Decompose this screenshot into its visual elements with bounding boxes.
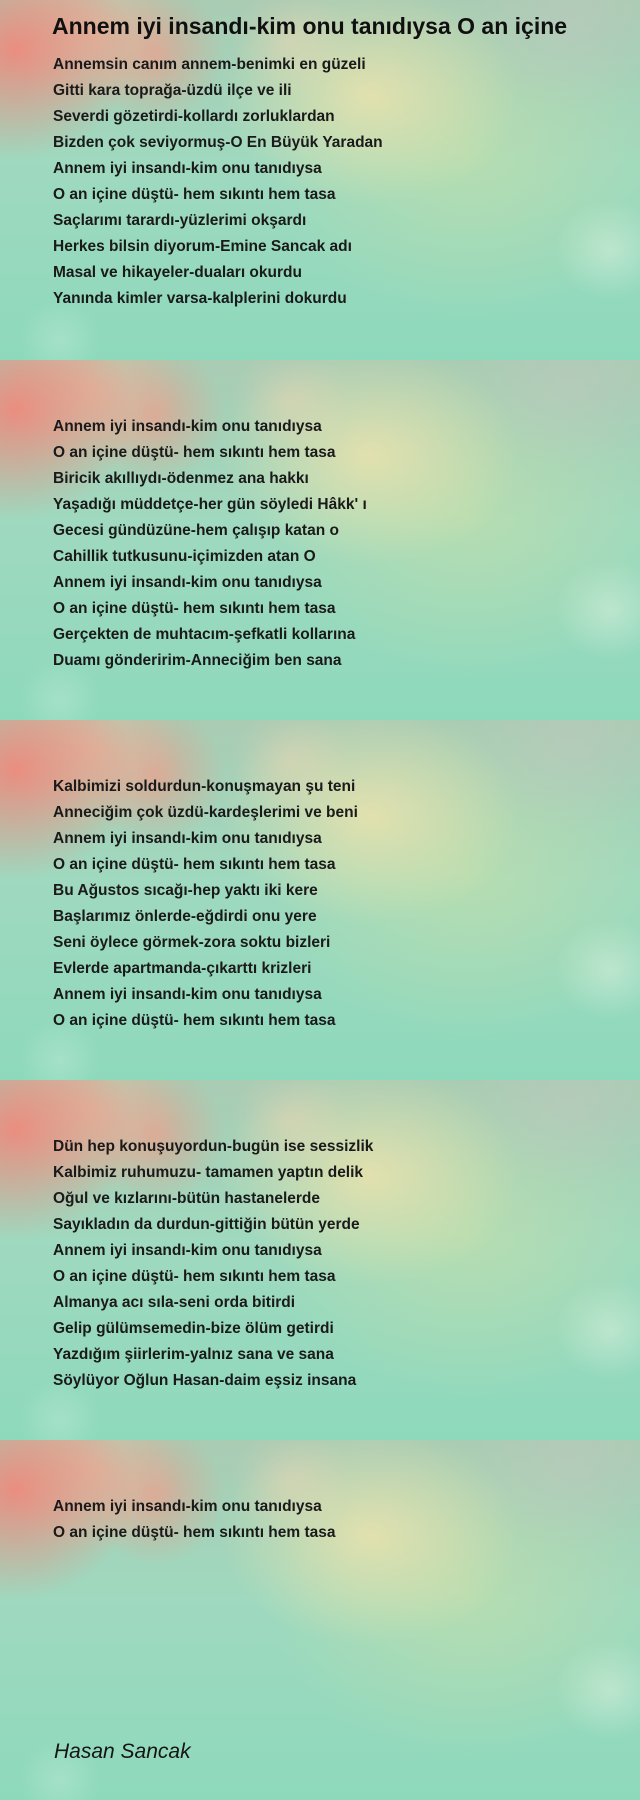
poem-line: Saçlarımı tarardı-yüzlerimi okşardı <box>53 212 307 229</box>
poem-line: Yazdığım şiirlerim-yalnız sana ve sana <box>53 1346 334 1363</box>
stanza-2 <box>53 414 367 674</box>
poem-line: Herkes bilsin diyorum-Emine Sancak adı <box>53 238 352 255</box>
poem-line: Bizden çok seviyormuş-O En Büyük Yaradan <box>53 134 383 151</box>
poem-line: Anneciğim çok üzdü-kardeşlerimi ve beni <box>53 804 358 821</box>
poem-line: Annem iyi insandı-kim onu tanıdıysa <box>53 830 322 847</box>
author-signature: Hasan Sancak <box>54 1740 191 1763</box>
stanza-5 <box>53 1494 336 1546</box>
poem-line: O an içine düştü- hem sıkıntı hem tasa <box>53 1268 336 1285</box>
poem-title: Annem iyi insandı-kim onu tanıdıysa O an içine <box>52 13 568 39</box>
stanza-3 <box>53 774 358 1034</box>
poem-line: Annem iyi insandı-kim onu tanıdıysa <box>53 986 322 1003</box>
poem-line: Gerçekten de muhtacım-şefkatli kollarına <box>53 626 356 643</box>
poem-line: Gitti kara toprağa-üzdü ilçe ve ili <box>53 82 292 99</box>
poem-line: O an içine düştü- hem sıkıntı hem tasa <box>53 444 336 461</box>
poem-line: Bu Ağustos sıcağı-hep yaktı iki kere <box>53 882 318 899</box>
poem-line: Yaşadığı müddetçe-her gün söyledi Hâkk' ı <box>53 496 367 513</box>
poem-panel-3 <box>0 720 640 1080</box>
poem-line: Sayıkladın da durdun-gittiğin bütün yerde <box>53 1216 360 1233</box>
poem-line: Gelip gülümsemedin-bize ölüm getirdi <box>53 1320 334 1337</box>
poem-line: Annem iyi insandı-kim onu tanıdıysa <box>53 1498 322 1515</box>
poem-line: Evlerde apartmanda-çıkarttı krizleri <box>53 960 312 977</box>
poem-line: O an içine düştü- hem sıkıntı hem tasa <box>53 1012 336 1029</box>
poem-line: Kalbimiz ruhumuzu- tamamen yaptın delik <box>53 1164 364 1181</box>
poem-line: Annem iyi insandı-kim onu tanıdıysa <box>53 160 322 177</box>
poem-line: Seni öylece görmek-zora soktu bizleri <box>53 934 331 951</box>
poem-line: Masal ve hikayeler-duaları okurdu <box>53 264 302 281</box>
poem-panel-4 <box>0 1080 640 1440</box>
stanza-4 <box>53 1134 373 1394</box>
poem-line: O an içine düştü- hem sıkıntı hem tasa <box>53 1524 336 1541</box>
poem-line: Annemsin canım annem-benimki en güzeli <box>53 56 366 73</box>
poem-line: Cahillik tutkusunu-içimizden atan O <box>53 548 316 565</box>
poem-line: Söylüyor Oğlun Hasan-daim eşsiz insana <box>53 1372 357 1389</box>
poem-line: Dün hep konuşuyordun-bugün ise sessizlik <box>53 1138 374 1155</box>
poem-line: Biricik akıllıydı-ödenmez ana hakkı <box>53 470 309 487</box>
poem-line: Oğul ve kızlarını-bütün hastanelerde <box>53 1190 320 1207</box>
poem-panel-2 <box>0 360 640 720</box>
poem-panel-1 <box>0 0 640 360</box>
poem-line: Yanında kimler varsa-kalplerini dokurdu <box>53 290 347 307</box>
poem-line: Duamı gönderirim-Anneciğim ben sana <box>53 652 342 669</box>
poem-line: Severdi gözetirdi-kollardı zorluklardan <box>53 108 335 125</box>
poem-line: Gecesi gündüzüne-hem çalışıp katan o <box>53 522 339 539</box>
poem-line: Başlarımız önlerde-eğdirdi onu yere <box>53 908 317 925</box>
poem-line: Annem iyi insandı-kim onu tanıdıysa <box>53 574 322 591</box>
poem-line: Annem iyi insandı-kim onu tanıdıysa <box>53 1242 322 1259</box>
poem-line: Almanya acı sıla-seni orda bitirdi <box>53 1294 296 1311</box>
poem-line: O an içine düştü- hem sıkıntı hem tasa <box>53 856 336 873</box>
poem-panel-5 <box>0 1440 640 1800</box>
poem-line: O an içine düştü- hem sıkıntı hem tasa <box>53 600 336 617</box>
poem-line: O an içine düştü- hem sıkıntı hem tasa <box>53 186 336 203</box>
poem-line: Kalbimizi soldurdun-konuşmayan şu teni <box>53 778 356 795</box>
poem-line: Annem iyi insandı-kim onu tanıdıysa <box>53 418 322 435</box>
stanza-1 <box>53 52 383 312</box>
